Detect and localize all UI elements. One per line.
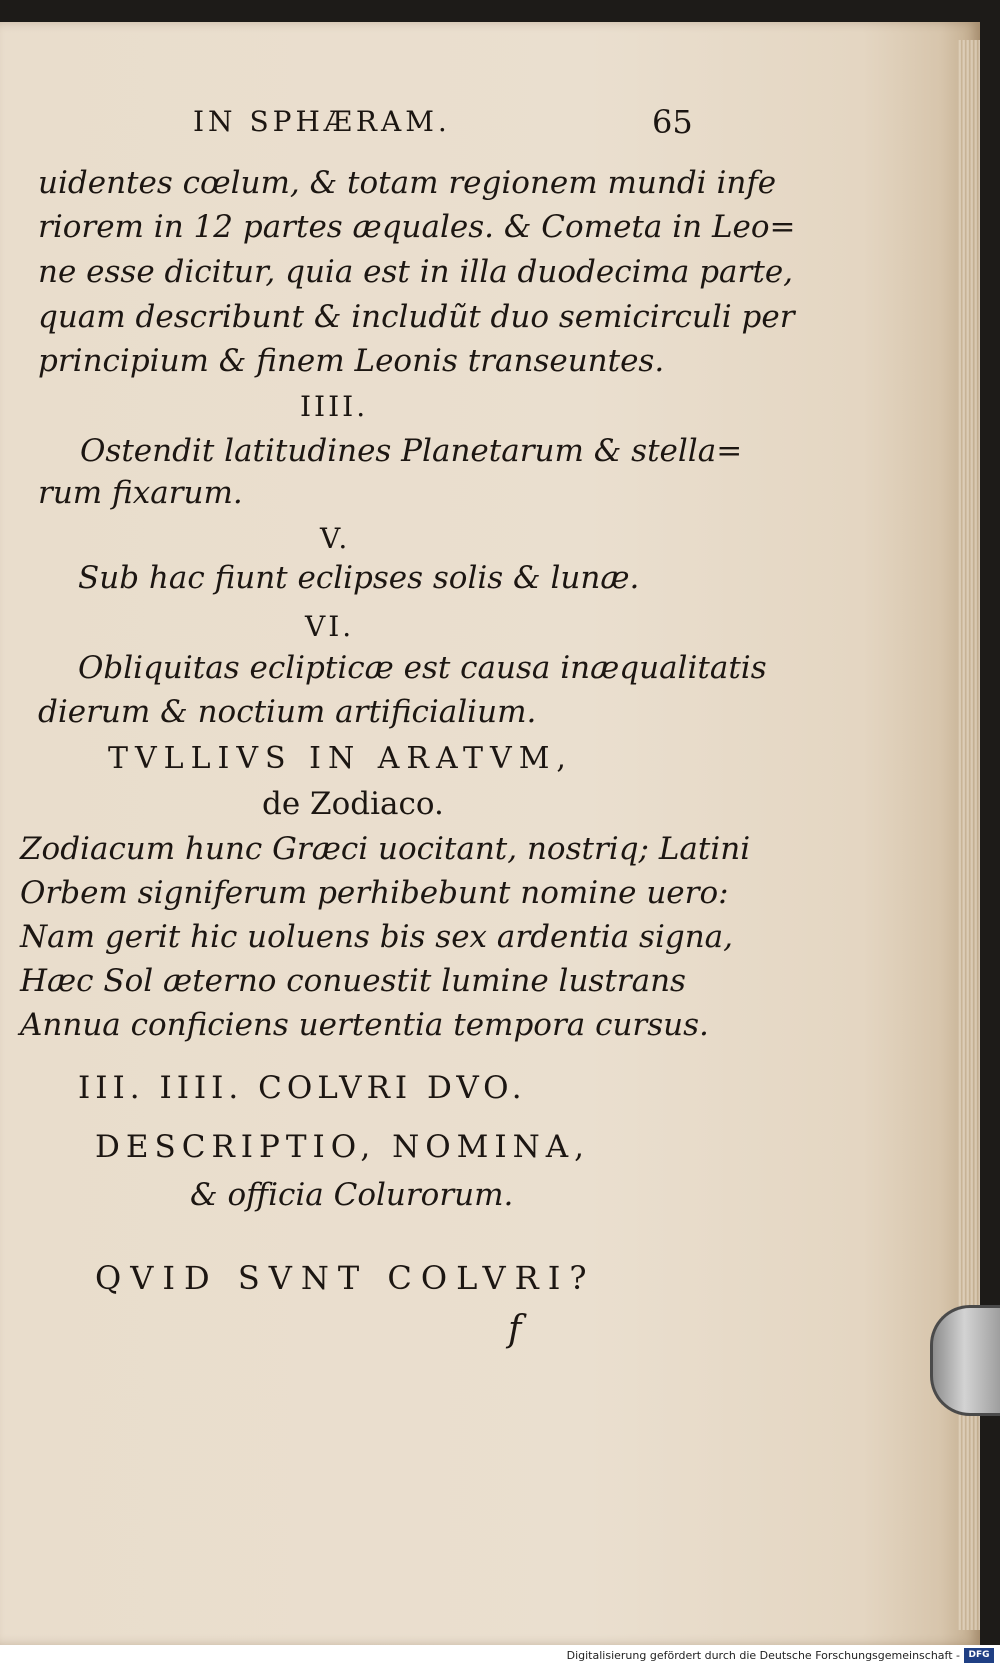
section-5-line-1: Sub hac fiunt eclipses solis & lunæ. bbox=[78, 560, 640, 596]
verse-line-2: Orbem signiferum perhibebunt nomine uero: bbox=[20, 875, 729, 911]
page-number: 65 bbox=[652, 103, 693, 141]
tullius-subheading: de Zodiaco. bbox=[262, 786, 444, 822]
section-numeral-4: IIII. bbox=[300, 390, 369, 423]
body-line-5: principium & finem Leonis transeuntes. bbox=[38, 343, 665, 379]
catchword: f bbox=[508, 1309, 522, 1350]
body-line-1: uidentes cœlum, & totam regionem mundi infe bbox=[38, 165, 777, 201]
colures-description-sub: & officia Colurorum. bbox=[190, 1177, 514, 1213]
section-6-line-2: dierum & noctium artificialium. bbox=[38, 694, 537, 730]
colures-question: QVID SVNT COLVRI? bbox=[95, 1259, 596, 1297]
colures-description: DESCRIPTIO, NOMINA, bbox=[95, 1129, 591, 1165]
verse-line-1: Zodiacum hunc Græci uocitant, nostriq; Latini bbox=[20, 831, 751, 867]
body-line-2: riorem in 12 partes æquales. & Cometa in Leo= bbox=[38, 209, 796, 245]
dfg-logo: DFG bbox=[964, 1648, 994, 1663]
tullius-heading: TVLLIVS IN ARATVM, bbox=[108, 741, 573, 776]
body-line-4: quam describunt & includũt duo semicirculi per bbox=[38, 299, 795, 335]
section-numeral-5: V. bbox=[320, 522, 351, 555]
section-6-line-1: Obliquitas eclipticæ est causa inæqualitatis bbox=[78, 650, 767, 686]
colures-heading: III. IIII. COLVRI DVO. bbox=[78, 1070, 527, 1106]
running-title: IN SPHÆRAM. bbox=[193, 105, 451, 138]
digitization-credit: Digitalisierung gefördert durch die Deutsche Forschungsgemeinschaft - bbox=[566, 1649, 960, 1662]
verse-line-5: Annua conficiens uertentia tempora cursus. bbox=[20, 1007, 709, 1043]
page-clip bbox=[930, 1305, 1000, 1416]
verse-line-4: Hæc Sol æterno conuestit lumine lustrans bbox=[20, 963, 686, 999]
section-4-line-2: rum fixarum. bbox=[38, 475, 243, 511]
section-numeral-6: VI. bbox=[305, 610, 355, 643]
verse-line-3: Nam gerit hic uoluens bis sex ardentia signa, bbox=[20, 919, 734, 955]
body-line-3: ne esse dicitur, quia est in illa duodecima parte, bbox=[38, 254, 794, 290]
section-4-line-1: Ostendit latitudines Planetarum & stella= bbox=[80, 433, 743, 469]
